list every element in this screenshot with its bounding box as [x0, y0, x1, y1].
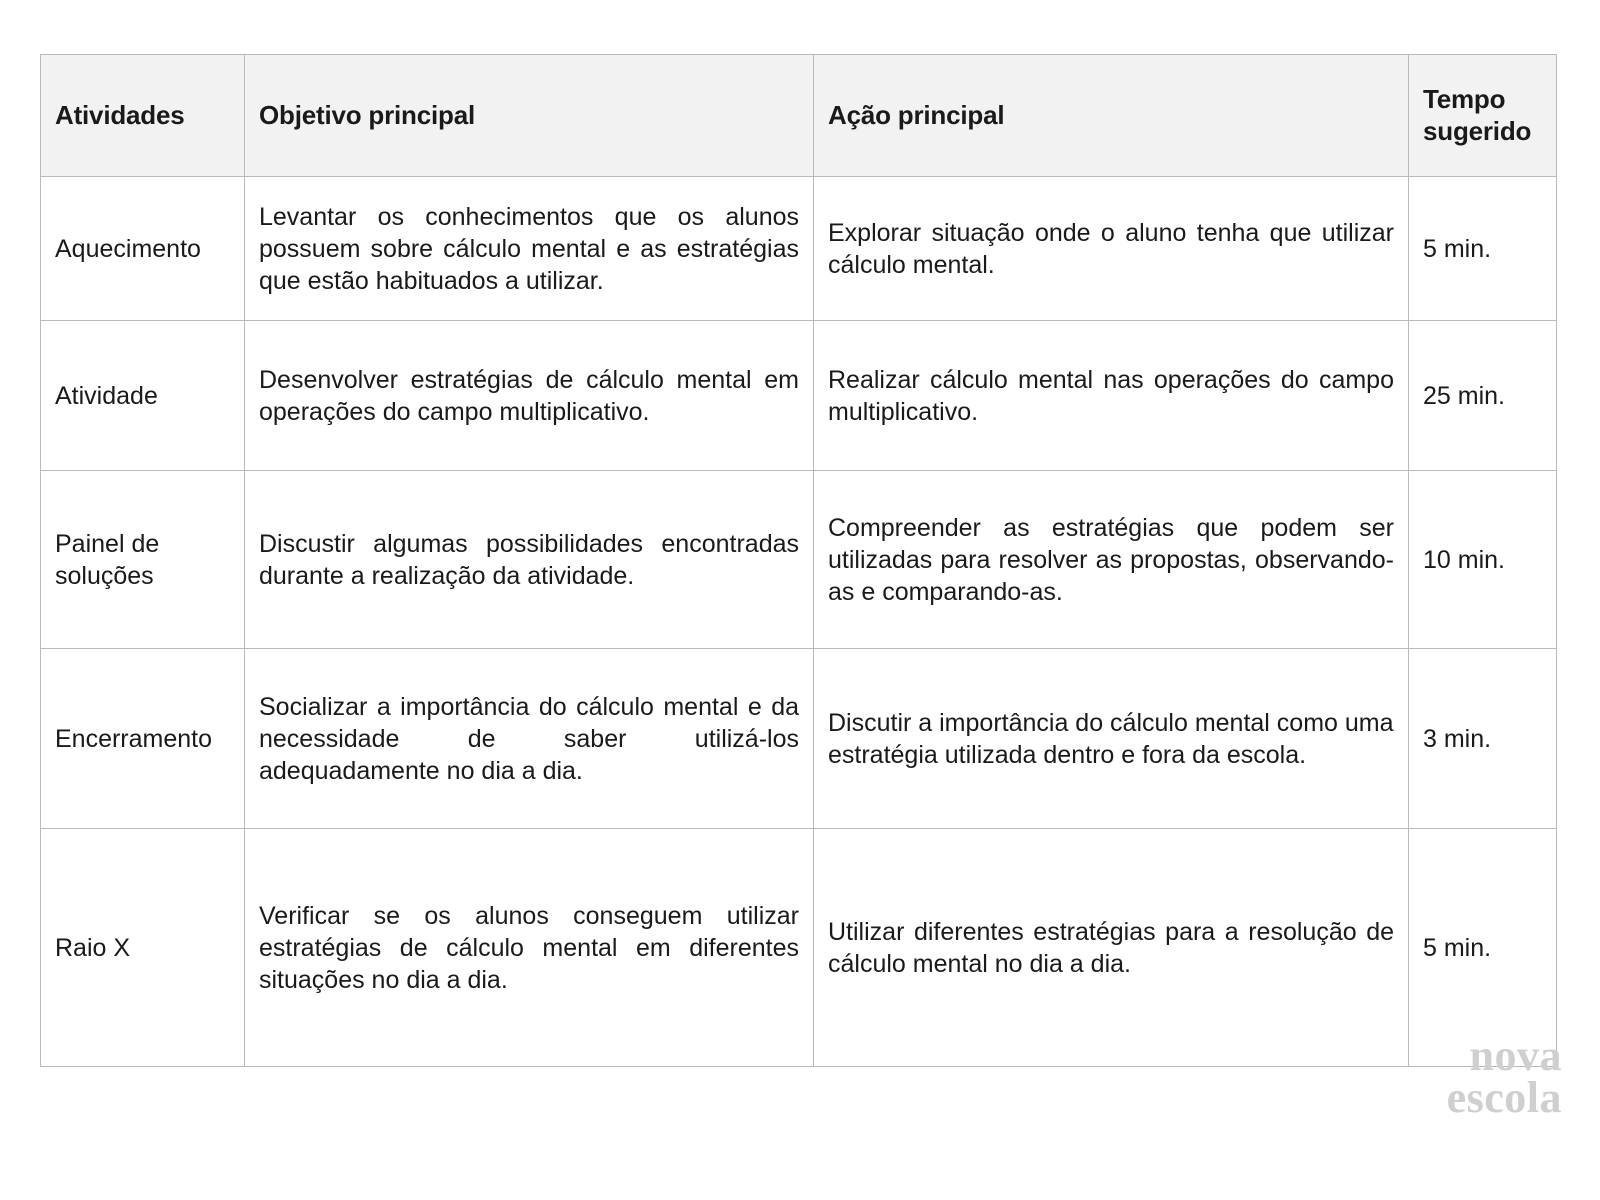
cell-objetivo: Verificar se os alunos conseguem utilizar estratégias de cálculo mental em diferentes situações no dia a dia.: [245, 829, 814, 1067]
cell-atividade: Raio X: [41, 829, 245, 1067]
cell-atividade: Aquecimento: [41, 177, 245, 321]
cell-acao: Explorar situação onde o aluno tenha que utilizar cálculo mental.: [814, 177, 1409, 321]
cell-acao: Discutir a importância do cálculo mental como uma estratégia utilizada dentro e fora da escola.: [814, 649, 1409, 829]
table-header: [41, 55, 1557, 177]
cell-atividade: Atividade: [41, 321, 245, 471]
column-header-tempo-sugerido: Tempo sugerido: [1409, 55, 1557, 177]
cell-objetivo: Discustir algumas possibilidades encontradas durante a realização da atividade.: [245, 471, 814, 649]
table-body: [41, 177, 1557, 1067]
column-header-acao-principal: Ação principal: [814, 55, 1409, 177]
cell-acao: Realizar cálculo mental nas operações do campo multiplicativo.: [814, 321, 1409, 471]
cell-objetivo: Desenvolver estratégias de cálculo mental em operações do campo multiplicativo.: [245, 321, 814, 471]
cell-objetivo: Socializar a importância do cálculo mental e da necessidade de saber utilizá-los adequadamente no dia a dia.: [245, 649, 814, 829]
cell-acao: Utilizar diferentes estratégias para a resolução de cálculo mental no dia a dia.: [814, 829, 1409, 1067]
column-header-atividades: Atividades: [41, 55, 245, 177]
table-row: [41, 471, 1557, 649]
column-header-objetivo-principal: Objetivo principal: [245, 55, 814, 177]
logo-line-nova: nova: [1469, 1031, 1562, 1080]
lesson-plan-table: [40, 54, 1557, 1067]
cell-acao: Compreender as estratégias que podem ser utilizadas para resolver as propostas, observando-as e comparando-as.: [814, 471, 1409, 649]
table-row: [41, 177, 1557, 321]
cell-tempo: 3 min.: [1409, 649, 1557, 829]
cell-tempo: 5 min.: [1409, 177, 1557, 321]
table-row: [41, 649, 1557, 829]
logo-line-escola: escola: [1446, 1073, 1562, 1123]
cell-tempo: 5 min.: [1409, 829, 1557, 1067]
cell-objetivo: Levantar os conhecimentos que os alunos possuem sobre cálculo mental e as estratégias que estão habituados a utilizar.: [245, 177, 814, 321]
cell-tempo: 10 min.: [1409, 471, 1557, 649]
table-row: [41, 829, 1557, 1067]
nova-escola-logo: [1446, 1031, 1562, 1123]
cell-atividade: Encerramento: [41, 649, 245, 829]
table-header-row: [41, 55, 1557, 177]
cell-atividade: Painel de soluções: [41, 471, 245, 649]
table-row: [41, 321, 1557, 471]
cell-tempo: 25 min.: [1409, 321, 1557, 471]
